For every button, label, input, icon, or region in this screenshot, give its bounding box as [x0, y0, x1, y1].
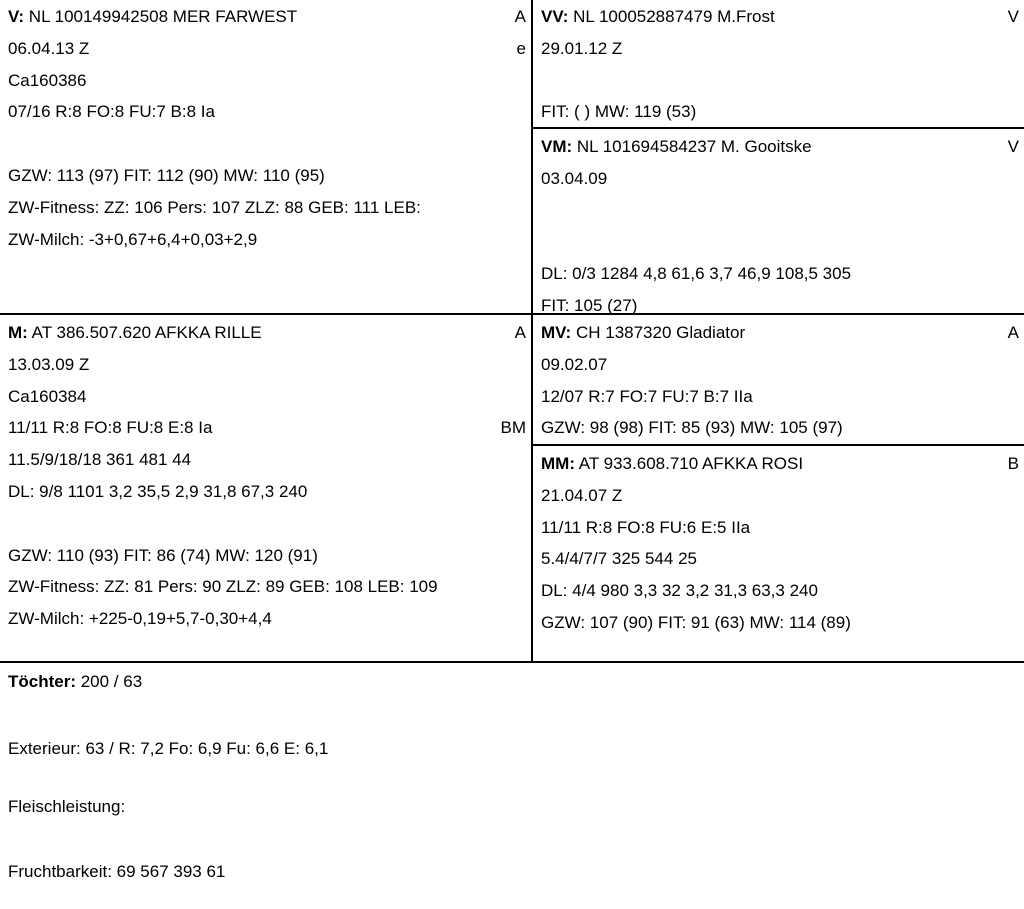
v-line	[8, 160, 526, 192]
mv-line	[541, 381, 1019, 413]
v-generation-letter: A	[514, 7, 526, 26]
vv-line-label: VV:	[541, 7, 569, 26]
m-line-text: 11.5/9/18/18 361 481 44	[8, 450, 192, 470]
vv-generation-letter: V	[1007, 7, 1019, 26]
m-line	[8, 349, 526, 381]
mv-generation-letter: A	[1007, 323, 1019, 342]
m-line	[8, 412, 526, 444]
v-line-text: GZW: 113 (97) FIT: 112 (90) MW: 110 (95)	[8, 165, 325, 185]
paternal-granddam-cell	[531, 127, 1024, 313]
mv-line-text: 12/07 R:7 FO:7 FU:7 B:7 IIa	[541, 386, 753, 406]
vv-line	[541, 1, 1019, 33]
mm-line	[541, 607, 1019, 639]
m-line-label: M:	[8, 323, 28, 342]
mv-line	[541, 349, 1019, 381]
vv-line-text: NL 100052887479 M.Frost	[568, 7, 775, 26]
fruchtbarkeit-line	[8, 856, 225, 888]
m-line-text: GZW: 110 (93) FIT: 86 (74) MW: 120 (91)	[8, 545, 318, 565]
vm-line-text: DL: 0/3 1284 4,8 61,6 3,7 46,9 108,5 305	[541, 264, 852, 284]
mv-line	[541, 317, 1019, 349]
vm-line-text: NL 101694584237 M. Gooitske	[572, 137, 812, 156]
vm-line-label: VM:	[541, 137, 573, 156]
exterieur-value: Exterieur: 63 / R: 7,2 Fo: 6,9 Fu: 6,6 E: 6,1	[8, 739, 329, 758]
vm-line	[541, 195, 1019, 227]
v-line	[8, 224, 526, 256]
vv-line-text: 29.01.12 Z	[541, 38, 623, 58]
m-line-text: ZW-Fitness: ZZ: 81 Pers: 90 ZLZ: 89 GEB: 108 LEB: 109	[8, 577, 438, 597]
v-line	[8, 33, 526, 65]
vm-line	[541, 226, 1019, 258]
mm-generation-letter: B	[1007, 454, 1019, 473]
vv-line	[541, 33, 1019, 65]
vm-line	[541, 163, 1019, 195]
maternal-grandsire-cell	[531, 313, 1024, 444]
m-line	[8, 540, 526, 572]
mm-line-text: DL: 4/4 980 3,3 32 3,2 31,3 63,3 240	[541, 581, 818, 601]
v-line	[8, 96, 526, 128]
v-generation-letter: e	[516, 38, 526, 58]
fleischleistung-value: Fleischleistung:	[8, 797, 126, 816]
v-line	[8, 1, 526, 33]
m-line	[8, 381, 526, 413]
v-line-text: 07/16 R:8 FO:8 FU:7 B:8 Ia	[8, 102, 215, 122]
paternal-grandsire-cell	[531, 0, 1024, 127]
m-line	[8, 444, 526, 476]
mm-line	[541, 575, 1019, 607]
mm-line	[541, 448, 1019, 480]
vv-line	[541, 65, 1019, 97]
vm-generation-letter: V	[1007, 137, 1019, 156]
v-line-text: Ca160386	[8, 70, 87, 90]
m-line-text: 11/11 R:8 FO:8 FU:8 E:8 Ia	[8, 418, 213, 438]
m-line	[8, 476, 526, 508]
fleischleistung-line	[8, 791, 125, 823]
mm-line-text: 21.04.07 Z	[541, 485, 623, 505]
m-line	[8, 603, 526, 635]
mm-line	[541, 543, 1019, 575]
dam-cell	[0, 313, 531, 663]
mv-line-text: 09.02.07	[541, 354, 608, 374]
m-line-text: 13.03.09 Z	[8, 354, 90, 374]
m-generation-letter: BM	[500, 418, 526, 438]
v-line-text: 06.04.13 Z	[8, 38, 90, 58]
vm-line	[541, 290, 1019, 313]
daughters-value: 200 / 63	[76, 672, 143, 691]
mm-line-text: AT 933.608.710 AFKKA ROSI	[574, 454, 804, 473]
mv-line	[541, 412, 1019, 444]
v-line-text: ZW-Milch: -3+0,67+6,4+0,03+2,9	[8, 229, 258, 249]
m-line-text: Ca160384	[8, 386, 87, 406]
v-line-label: V:	[8, 7, 25, 26]
mv-line-label: MV:	[541, 323, 572, 342]
m-line-text: ZW-Milch: +225-0,19+5,7-0,30+4,4	[8, 609, 272, 629]
m-line-text: DL: 9/8 1101 3,2 35,5 2,9 31,8 67,3 240	[8, 481, 308, 501]
mm-line	[541, 480, 1019, 512]
mm-line-label: MM:	[541, 454, 575, 473]
vv-line-text: FIT: ( ) MW: 119 (53)	[541, 102, 697, 122]
sire-cell	[0, 0, 531, 313]
vm-line	[541, 131, 1019, 163]
vm-line-text: FIT: 105 (27)	[541, 295, 638, 313]
mv-line-text: GZW: 98 (98) FIT: 85 (93) MW: 105 (97)	[541, 418, 843, 438]
exterieur-line	[8, 733, 328, 765]
vm-line	[541, 258, 1019, 290]
v-line	[8, 65, 526, 97]
mm-line	[541, 512, 1019, 544]
v-line	[8, 192, 526, 224]
m-line	[8, 317, 526, 349]
maternal-granddam-cell	[531, 444, 1024, 663]
daughters-label: Töchter:	[8, 672, 76, 691]
v-line-text: ZW-Fitness: ZZ: 106 Pers: 107 ZLZ: 88 GEB: 111 LEB:	[8, 197, 421, 217]
v-line-text: NL 100149942508 MER FARWEST	[24, 7, 298, 26]
v-line	[8, 128, 526, 160]
daughters-line	[8, 666, 142, 698]
vv-line	[541, 96, 1019, 127]
m-line	[8, 571, 526, 603]
vm-line-text: 03.04.09	[541, 168, 608, 188]
mm-line-text: 11/11 R:8 FO:8 FU:6 E:5 IIa	[541, 517, 751, 537]
m-line	[8, 508, 526, 540]
m-generation-letter: A	[514, 323, 526, 342]
mm-line-text: GZW: 107 (90) FIT: 91 (63) MW: 114 (89)	[541, 612, 851, 632]
fruchtbarkeit-value: Fruchtbarkeit: 69 567 393 61	[8, 862, 226, 881]
mv-line-text: CH 1387320 Gladiator	[571, 323, 746, 342]
mm-line-text: 5.4/4/7/7 325 544 25	[541, 549, 697, 569]
m-line-text: AT 386.507.620 AFKKA RILLE	[27, 323, 262, 342]
